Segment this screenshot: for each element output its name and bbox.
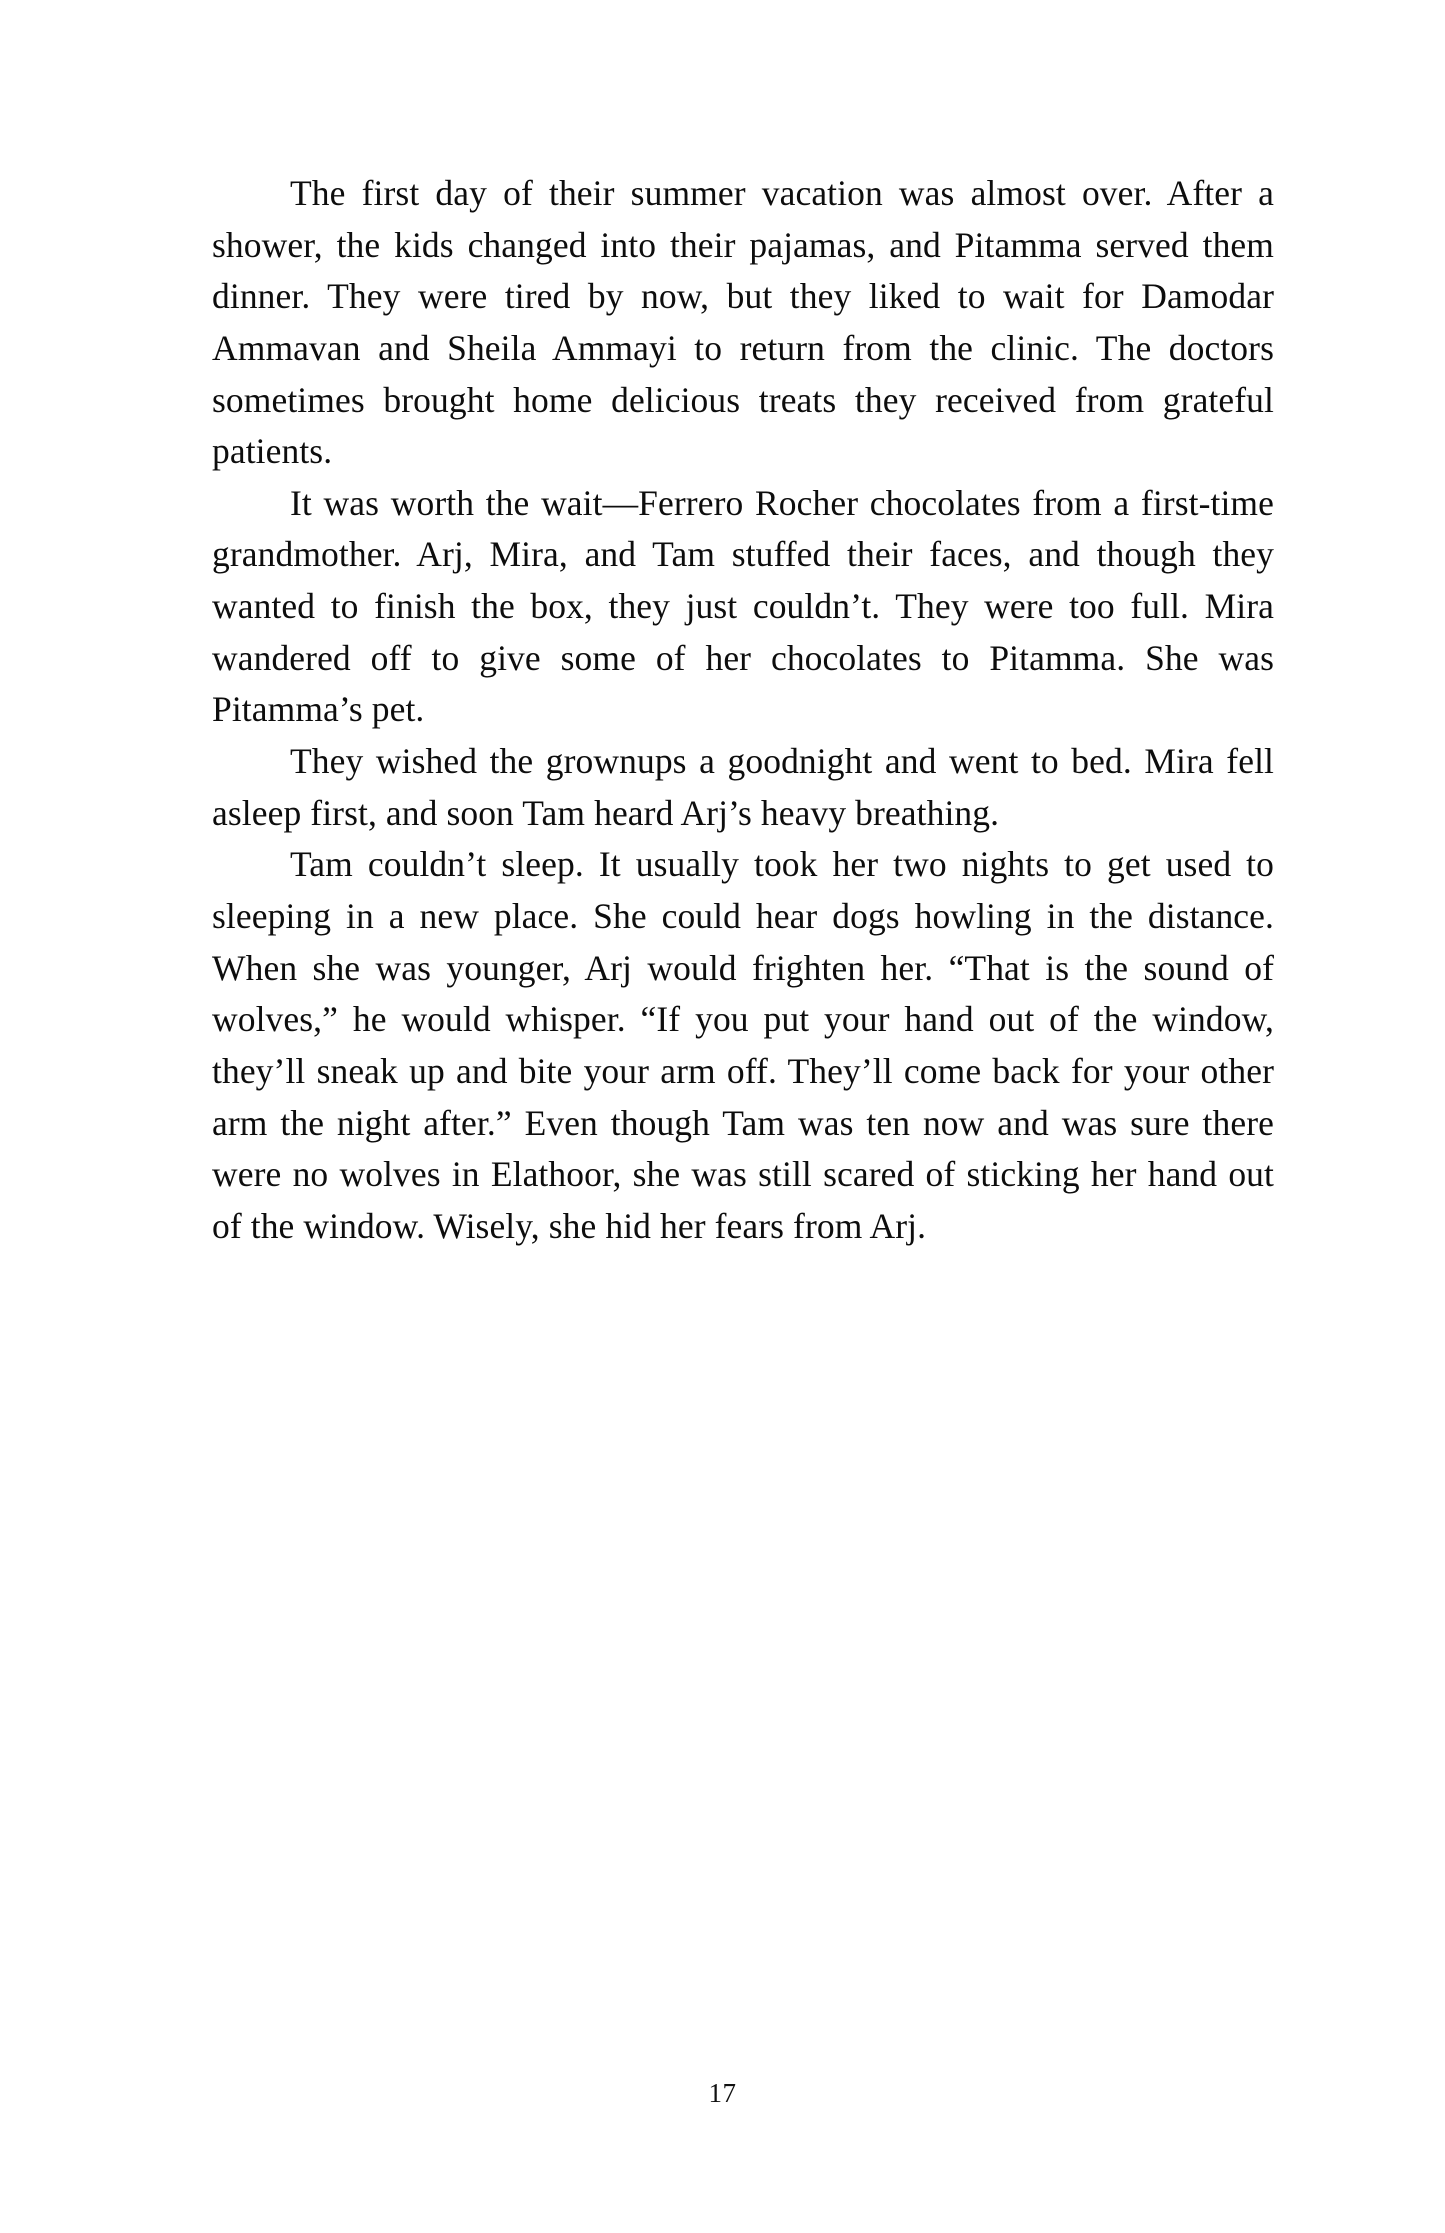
paragraph: Tam couldn’t sleep. It usually took her two nights to get used to sleeping in a new place. She could hear dogs howling in the distance. When she was younger, Arj would frighten her. “That is the sound of wolves,” he would whisper. “If you put your hand out of the window, they’ll sneak up and bite your arm off. They’ll come back for your other arm the night after.” Even though Tam was ten now and was sure there were no wolves in Elathoor, she was still scared of sticking her hand out of the window. Wisely, she hid her fears from Arj.: [212, 844, 1274, 1246]
paragraph: The first day of their summer vacation was almost over. After a shower, the kids changed into their pajamas, and Pitamma served them dinner. They were tired by now, but they liked to wait for Damodar Ammavan and Sheila Ammayi to return from the clinic. The doctors sometimes brought home delicious treats they received from grateful patients.: [212, 173, 1274, 472]
page-number: 17: [708, 2078, 737, 2108]
paragraph: It was worth the wait—Ferrero Rocher chocolates from a first-time grandmother. Arj, Mira, and Tam stuffed their faces, and though they wanted to finish the box, they just couldn’t. They were too full. Mira wandered off to give some of her chocolates to Pitamma. She was Pitamma’s pet.: [212, 482, 1274, 730]
paragraph: They wished the grownups a goodnight and went to bed. Mira fell asleep first, and soon Tam heard Arj’s heavy breathing.: [212, 741, 1274, 833]
body-text: [212, 168, 1274, 1252]
